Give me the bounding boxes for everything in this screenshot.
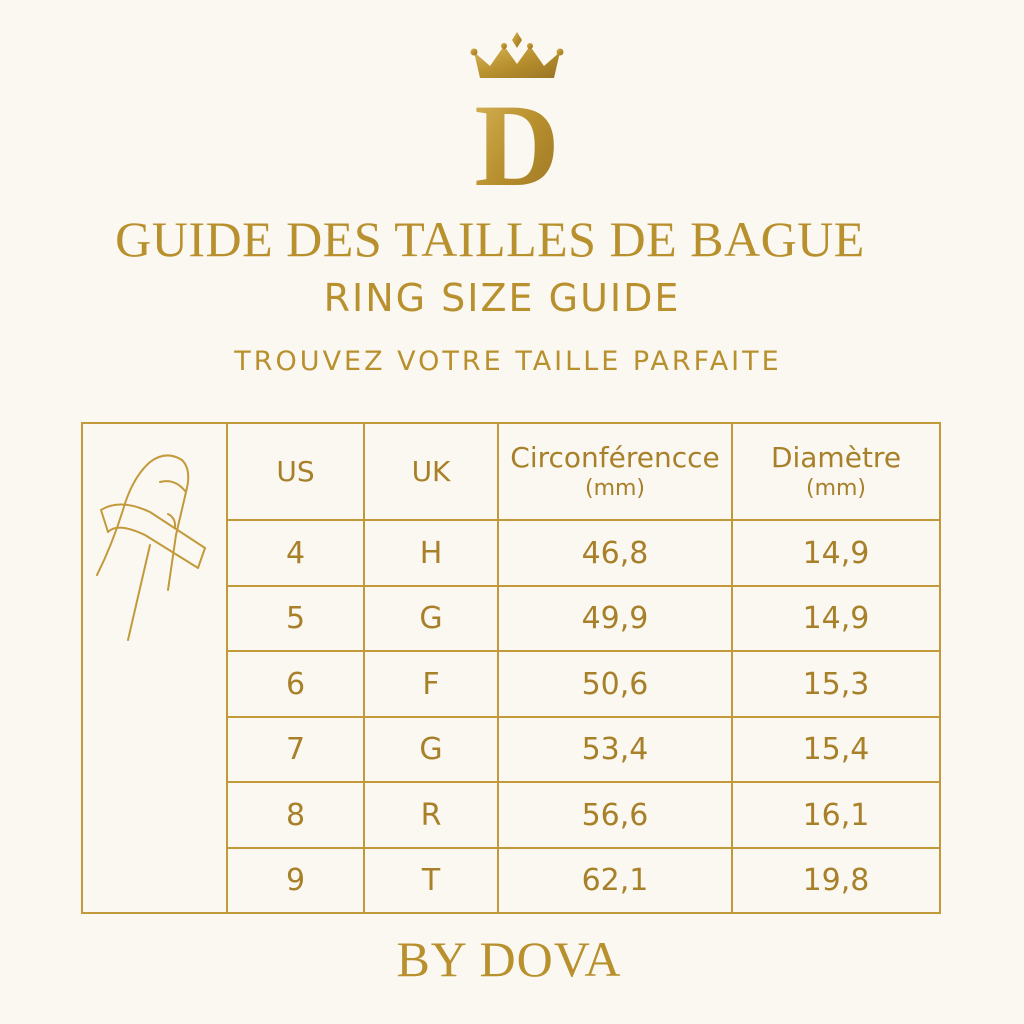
cell-circumference: 53,4 — [581, 732, 649, 767]
cell-uk: H — [419, 535, 443, 571]
page-title-en: RING SIZE GUIDE — [323, 276, 681, 320]
header-circumference-unit: (mm) — [584, 475, 646, 501]
footer-brand: BY DOVA — [396, 931, 622, 987]
header-diameter — [732, 423, 940, 520]
header-us — [227, 423, 364, 520]
header-diameter-label: Diamètre — [770, 441, 902, 475]
header-us-label: US — [276, 454, 315, 488]
brand-logo — [462, 30, 572, 190]
cell-circumference: 49,9 — [581, 601, 649, 636]
cell-uk: T — [421, 863, 441, 898]
header-uk-label: UK — [411, 454, 451, 488]
cell-diameter: 14,9 — [802, 601, 870, 636]
cell-diameter: 15,3 — [802, 666, 870, 702]
crown-icon — [471, 32, 564, 78]
cell-diameter: 14,9 — [802, 535, 870, 571]
header-diameter-unit: (mm) — [805, 475, 867, 501]
header-uk — [364, 423, 498, 520]
cell-circumference: 62,1 — [581, 863, 649, 898]
cell-us: 8 — [285, 797, 306, 833]
monogram-letter: D — [474, 80, 560, 190]
cell-us: 4 — [285, 535, 306, 571]
page-subtitle: TROUVEZ VOTRE TAILLE PARFAITE — [234, 346, 782, 377]
cell-uk: G — [419, 601, 443, 636]
cell-circumference: 56,6 — [581, 797, 649, 833]
cell-diameter: 19,8 — [802, 863, 870, 898]
page-title-fr: GUIDE DES TAILLES DE BAGUE — [115, 211, 865, 267]
cell-uk: R — [420, 797, 442, 833]
cell-us: 5 — [285, 601, 306, 636]
cell-uk: F — [422, 666, 440, 702]
cell-circumference: 46,8 — [581, 535, 649, 571]
cell-us: 6 — [285, 666, 306, 702]
cell-us: 9 — [285, 863, 306, 898]
cell-diameter: 15,4 — [802, 732, 870, 767]
header-circumference — [498, 423, 732, 520]
cell-us: 7 — [285, 732, 306, 767]
header-circumference-label: Circonférencce — [510, 441, 720, 475]
cell-uk: G — [419, 732, 443, 767]
finger-ring-illustration — [97, 455, 205, 640]
cell-diameter: 16,1 — [802, 797, 870, 833]
cell-circumference: 50,6 — [581, 666, 649, 702]
